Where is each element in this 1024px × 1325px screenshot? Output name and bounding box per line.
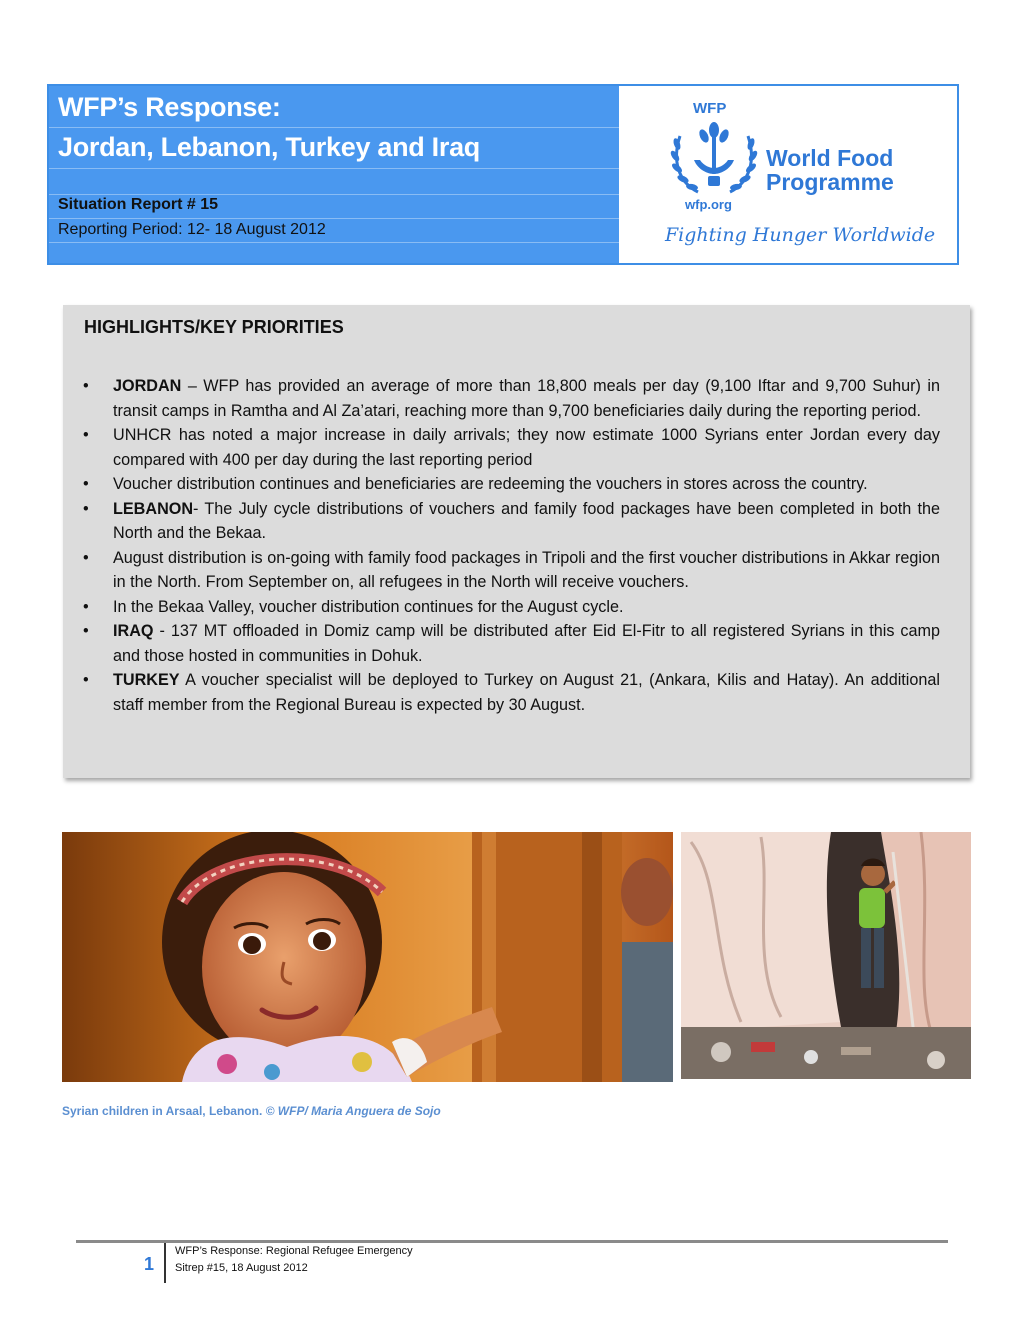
highlights-box bbox=[63, 305, 970, 778]
highlight-text: - 137 MT offloaded in Domiz camp will be distributed after Eid El-Fitr to all registered Syrians in this camp and those hosted in communities in Dohuk. bbox=[113, 622, 940, 665]
highlight-item-turkey bbox=[113, 668, 940, 717]
highlight-lead: LEBANON bbox=[113, 499, 194, 518]
report-header bbox=[47, 84, 959, 265]
photo-caption bbox=[62, 1104, 441, 1118]
banner-rule bbox=[49, 194, 619, 195]
wfp-url: wfp.org bbox=[685, 197, 732, 212]
highlight-text: A voucher specialist will be deployed to Turkey on August 21, (Ankara, Kilis and Hatay). An additional staff member from the Regional Bureau is expected by 30 August. bbox=[113, 671, 940, 714]
title-banner bbox=[49, 86, 619, 263]
highlight-item-august-distribution bbox=[113, 546, 940, 595]
highlight-text: – WFP has provided an average of more than 18,800 meals per day (9,100 Iftar and 9,700 Suhur) in transit camps in Ramtha and Al Za’atari, reaching more than 9,700 beneficiaries daily during the reporting period. bbox=[113, 377, 940, 420]
footer-document-title: WFP’s Response: Regional Refugee Emergency bbox=[175, 1245, 413, 1257]
highlight-text: UNHCR has noted a major increase in daily arrivals; they now estimate 1000 Syrians enter Jordan every day compared with 400 per day during the last reporting period bbox=[113, 426, 940, 469]
highlight-text: - The July cycle distributions of vouchers and family food packages have been completed in both the North and the Bekaa. bbox=[113, 499, 940, 542]
page-number: 1 bbox=[144, 1254, 155, 1274]
highlight-item-lebanon bbox=[113, 497, 940, 546]
highlight-item-iraq bbox=[113, 619, 940, 668]
highlight-lead: JORDAN bbox=[113, 377, 182, 395]
footer-vertical-divider bbox=[164, 1243, 166, 1283]
banner-rule bbox=[49, 168, 619, 169]
highlight-text: August distribution is on-going with family food packages in Tripoli and the first voucher distributions in Akkar region in the North. From September on, all refugees in the North will receive vouchers. bbox=[113, 548, 940, 591]
highlight-lead: IRAQ bbox=[113, 622, 154, 640]
highlight-lead: TURKEY bbox=[113, 671, 180, 689]
footer-sitrep-date: Sitrep #15, 18 August 2012 bbox=[175, 1262, 308, 1274]
report-subtitle: Jordan, Lebanon, Turkey and Iraq bbox=[58, 132, 480, 162]
footer-divider bbox=[76, 1240, 948, 1243]
banner-rule bbox=[49, 127, 619, 128]
wfp-logo-block bbox=[621, 86, 957, 263]
report-title: WFP’s Response: bbox=[58, 92, 281, 122]
wfp-emblem-icon bbox=[668, 120, 760, 198]
photo-girl-tent bbox=[681, 832, 971, 1079]
wfp-name-line2: Programme bbox=[766, 169, 894, 195]
highlights-list bbox=[113, 374, 940, 717]
wfp-tagline: Fighting Hunger Worldwide bbox=[665, 224, 936, 246]
highlight-item-bekaa-valley bbox=[113, 595, 940, 620]
situation-report-number: Situation Report # 15 bbox=[58, 196, 219, 213]
highlight-item-unhcr-arrivals bbox=[113, 423, 940, 472]
highlight-item-voucher-distribution bbox=[113, 472, 940, 497]
photo-girl-closeup bbox=[62, 832, 673, 1082]
highlight-text: Voucher distribution continues and beneficiaries are redeeming the vouchers in stores across the country. bbox=[113, 475, 868, 493]
highlight-text: In the Bekaa Valley, voucher distribution continues for the August cycle. bbox=[113, 597, 624, 616]
photo-girl-tent-image bbox=[681, 832, 971, 1079]
wfp-name-line1: World Food bbox=[766, 145, 894, 171]
caption-text: Syrian children in Arsaal, Lebanon. bbox=[62, 1104, 266, 1118]
reporting-period: Reporting Period: 12- 18 August 2012 bbox=[58, 221, 326, 238]
photo-credit: © WFP/ Maria Anguera de Sojo bbox=[265, 1104, 441, 1118]
banner-rule bbox=[49, 218, 619, 219]
wfp-acronym: WFP bbox=[693, 100, 727, 117]
highlights-heading: HIGHLIGHTS/KEY PRIORITIES bbox=[84, 317, 344, 337]
photo-girl-closeup-image bbox=[62, 832, 673, 1082]
wfp-name bbox=[766, 146, 894, 194]
banner-rule bbox=[49, 242, 619, 243]
highlight-item-jordan-meals bbox=[113, 374, 940, 423]
